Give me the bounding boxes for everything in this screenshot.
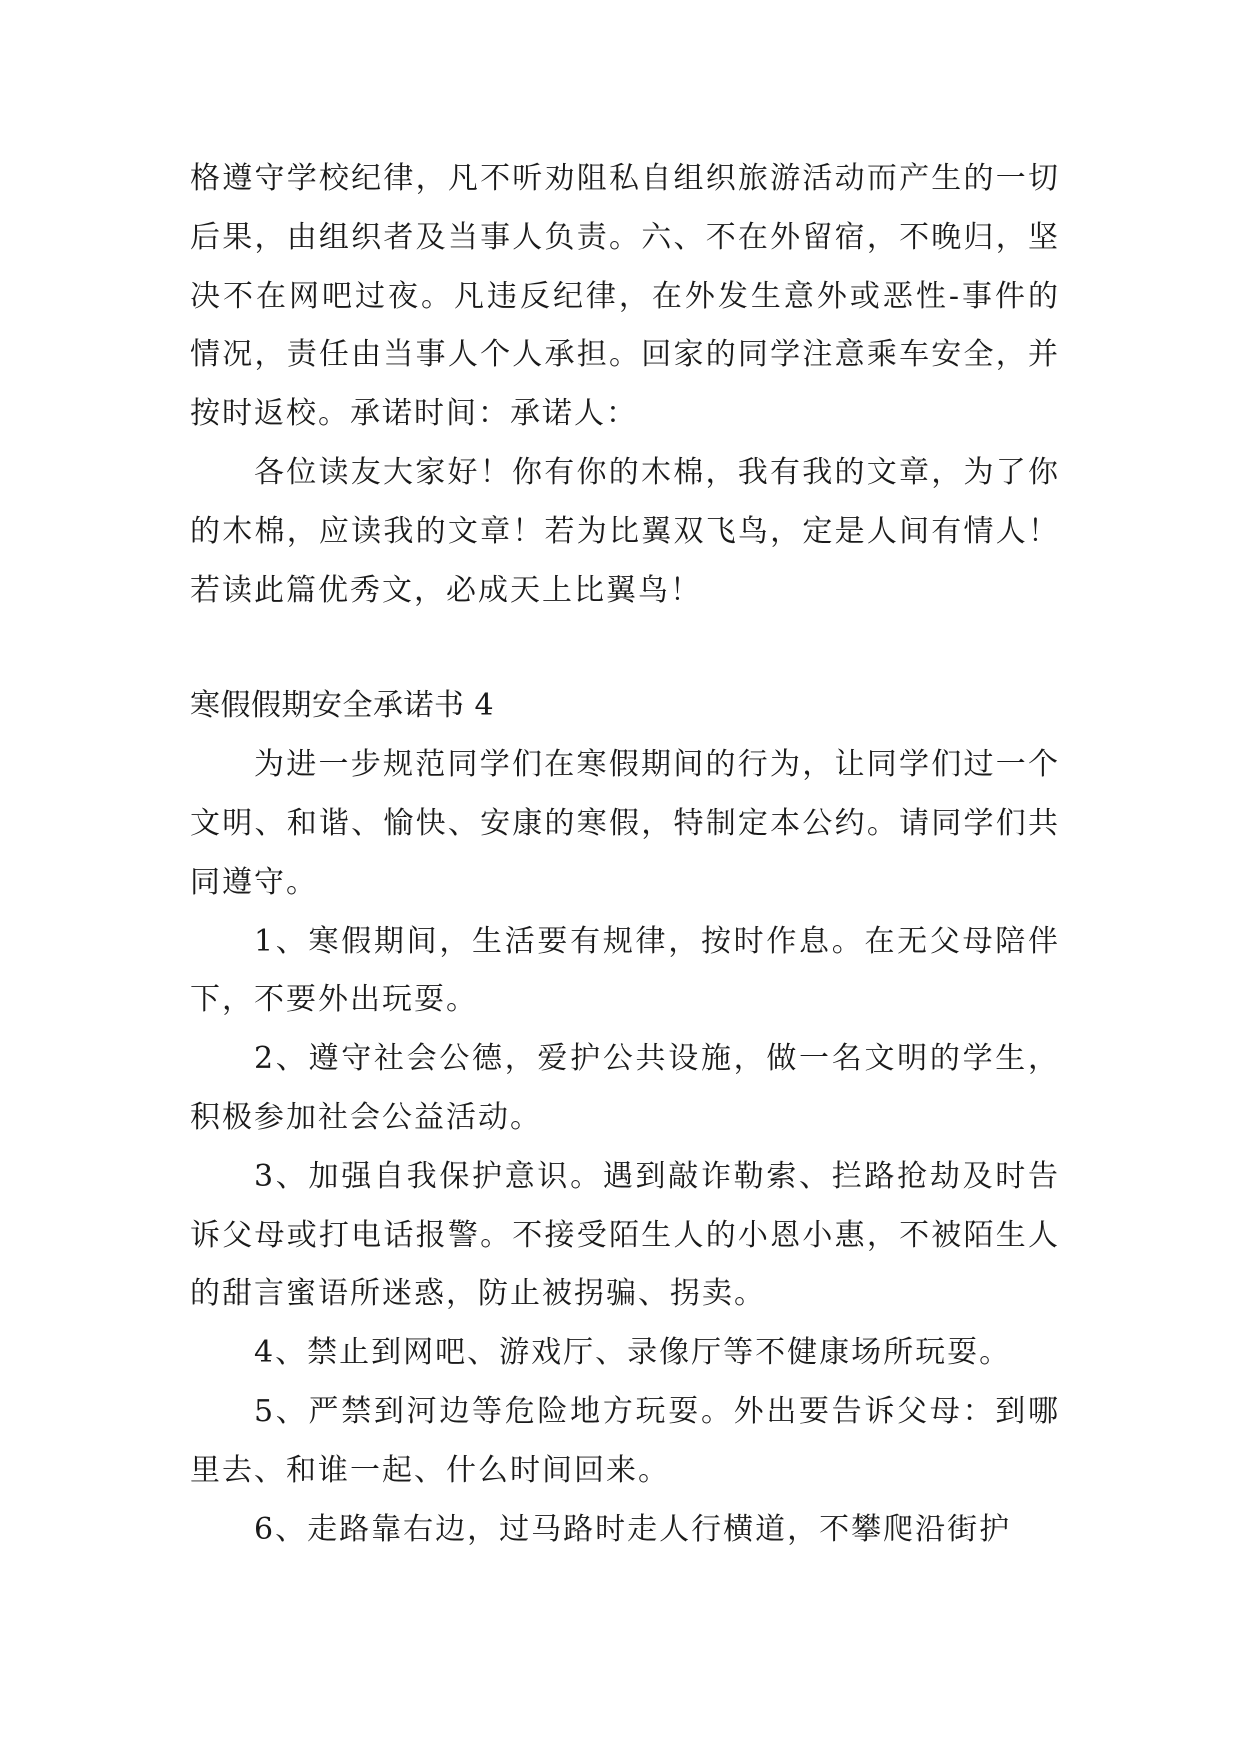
rule-item-1: 1、寒假期间，生活要有规律，按时作息。在无父母陪伴下，不要外出玩耍。 [190,923,1060,1018]
rule-item-6: 6、走路靠右边，过马路时走人行横道，不攀爬沿街护 [254,1511,1012,1547]
rule-item-4: 4、禁止到网吧、游戏厅、录像厅等不健康场所玩耍。 [254,1335,1012,1371]
paragraph-continued: 格遵守学校纪律，凡不听劝阻私自组织旅游活动而产生的一切后果，由组织者及当事人负责。六、不在外留宿，不晚归，坚决不在网吧过夜。凡违反纪律，在外发生意外或恶性-事件的情况，责任由当事人个人承担。回家的同学注意乘车安全，并按时返校。承诺时间：承诺人： [190,161,1060,432]
section-title: 寒假假期安全承诺书 4 [190,688,495,724]
paragraph-intro: 为进一步规范同学们在寒假期间的行为，让同学们过一个文明、和谐、愉快、安康的寒假，特制定本公约。请同学们共同遵守。 [190,747,1060,900]
rule-item-2: 2、遵守社会公德，爱护公共设施，做一名文明的学生，积极参加社会公益活动。 [190,1041,1060,1135]
document-body [190,150,1060,1559]
paragraph-greeting: 各位读友大家好！你有你的木棉，我有我的文章，为了你的木棉，应读我的文章！若为比翼双飞鸟，定是人间有情人！若读此篇优秀文，必成天上比翼鸟！ [190,454,1060,608]
rule-item-5: 5、严禁到河边等危险地方玩耍。外出要告诉父母：到哪里去、和谁一起、什么时间回来。 [190,1393,1060,1488]
rule-item-3: 3、加强自我保护意识。遇到敲诈勒索、拦路抢劫及时告诉父母或打电话报警。不接受陌生人的小恩小惠，不被陌生人的甜言蜜语所迷惑，防止被拐骗、拐卖。 [190,1158,1060,1312]
